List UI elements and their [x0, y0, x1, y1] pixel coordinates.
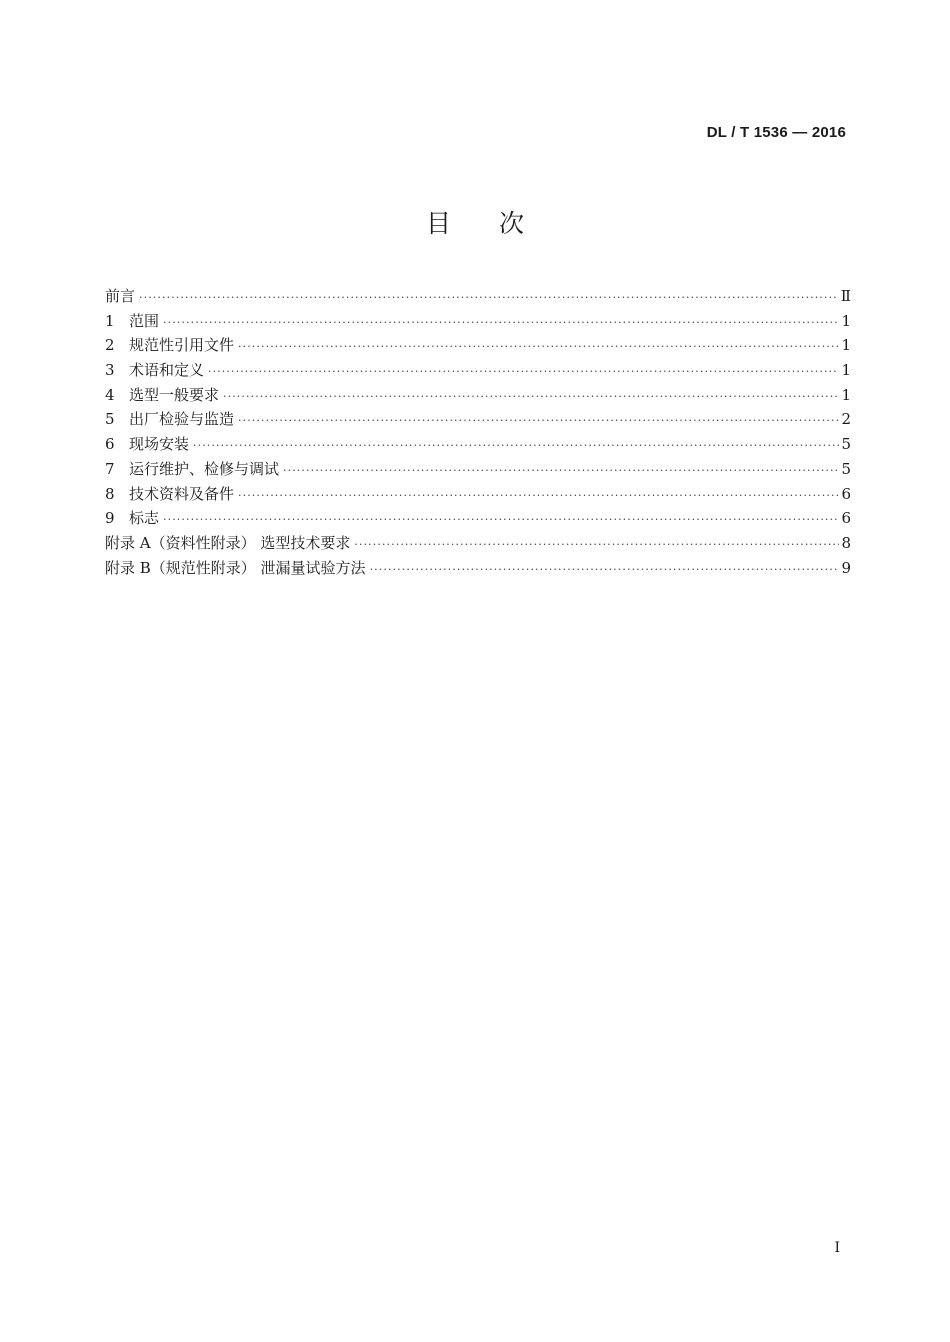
toc-entry[interactable]: [105, 482, 851, 507]
toc-entry-title: 现场安装: [129, 435, 190, 454]
toc-entry[interactable]: [105, 284, 851, 309]
toc-entry-number: 6: [105, 435, 115, 454]
toc-entry-title: 前言: [105, 287, 136, 305]
toc-entry[interactable]: [105, 383, 851, 408]
toc-entry-number: 2: [105, 336, 115, 355]
document-code: DL / T 1536 — 2016: [706, 124, 846, 141]
page-number: Ⅰ: [834, 1240, 840, 1256]
toc-entry-number: 7: [105, 459, 115, 478]
toc-entry-number: 4: [105, 385, 115, 404]
toc-entry-title: 出厂检验与监造: [129, 410, 235, 429]
toc-entry-number: 8: [105, 484, 115, 503]
toc-entry-page: 1: [841, 311, 851, 330]
toc-title: 目次: [425, 209, 572, 238]
toc-entry-number: 5: [105, 410, 115, 429]
toc-entry-label: [105, 333, 238, 358]
toc-entry-label: [105, 457, 283, 482]
toc-dot-leader: [223, 385, 839, 410]
toc-entry-label: [105, 432, 193, 457]
toc-entry-page: Ⅱ: [840, 287, 851, 305]
toc-entry-title: 范围: [129, 311, 160, 330]
toc-dot-leader: [238, 409, 839, 434]
toc-entry-label: [105, 556, 370, 581]
toc-entry-title: 运行维护、检修与调试: [129, 459, 280, 478]
toc-entry-label: [105, 407, 238, 432]
toc-entry-title: 附录 B（规范性附录） 泄漏量试验方法: [105, 558, 366, 577]
toc-dot-leader: [139, 286, 839, 311]
toc-entry[interactable]: [105, 358, 851, 383]
toc-entry-label: [105, 482, 238, 507]
toc-entry-title: 技术资料及备件: [129, 484, 235, 503]
toc-dot-leader: [208, 360, 839, 385]
table-of-contents: [105, 284, 851, 580]
toc-entry-page: 5: [841, 435, 851, 454]
toc-entry-page: 9: [841, 558, 851, 577]
toc-entry-number: 1: [105, 311, 115, 330]
toc-entry-title: 规范性引用文件: [129, 336, 235, 355]
toc-entry-page: 5: [841, 459, 851, 478]
toc-entry-label: [105, 309, 163, 334]
toc-entry-title: 附录 A（资料性附录） 选型技术要求: [105, 533, 351, 552]
toc-entry-number: 9: [105, 509, 115, 528]
toc-entry-label: [105, 358, 208, 383]
toc-entry-label: [105, 531, 354, 556]
toc-entry[interactable]: [105, 506, 851, 531]
toc-entry[interactable]: [105, 457, 851, 482]
toc-entry-label: [105, 284, 139, 309]
toc-entry-page: 6: [841, 509, 851, 528]
toc-entry[interactable]: [105, 407, 851, 432]
toc-entry[interactable]: [105, 531, 851, 556]
toc-entry-label: [105, 383, 223, 408]
toc-dot-leader: [193, 434, 839, 459]
toc-entry-number: 3: [105, 361, 115, 380]
toc-dot-leader: [163, 311, 839, 336]
toc-entry-title: 术语和定义: [129, 361, 205, 380]
toc-entry-page: 8: [841, 533, 851, 552]
toc-dot-leader: [238, 484, 839, 509]
toc-dot-leader: [370, 558, 840, 583]
toc-entry-title: 选型一般要求: [129, 385, 220, 404]
toc-dot-leader: [163, 508, 839, 533]
toc-entry-page: 1: [841, 361, 851, 380]
toc-entry[interactable]: [105, 432, 851, 457]
toc-entry-page: 1: [841, 336, 851, 355]
toc-entry-page: 6: [841, 484, 851, 503]
toc-entry-title: 标志: [129, 509, 160, 528]
toc-entry-page: 1: [841, 385, 851, 404]
toc-dot-leader: [238, 335, 839, 360]
toc-dot-leader: [354, 533, 839, 558]
toc-entry[interactable]: [105, 309, 851, 334]
toc-entry-label: [105, 506, 163, 531]
toc-entry[interactable]: [105, 556, 851, 581]
toc-entry[interactable]: [105, 333, 851, 358]
toc-entry-page: 2: [841, 410, 851, 429]
toc-dot-leader: [283, 459, 839, 484]
